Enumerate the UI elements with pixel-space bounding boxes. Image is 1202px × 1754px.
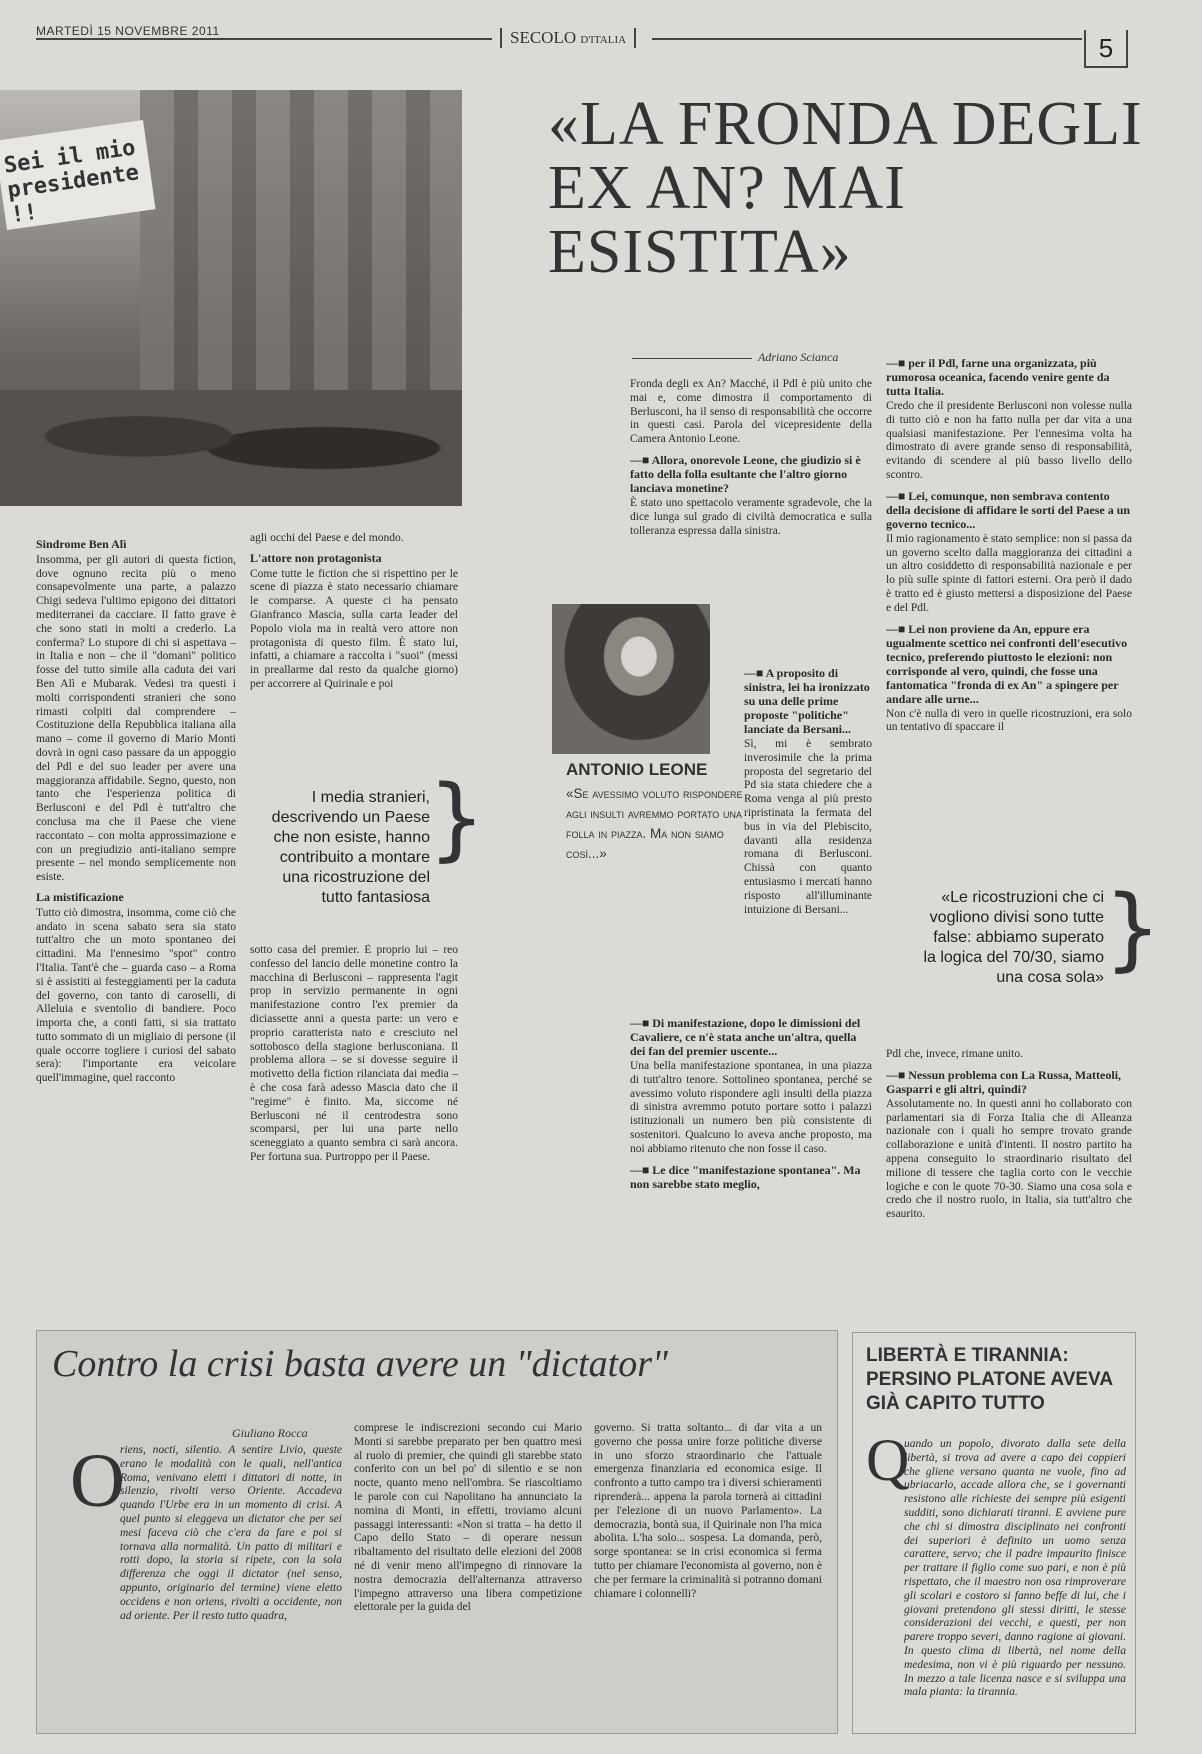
platone-text — [904, 1438, 1126, 1728]
platone-title: LIBERTÀ E TIRANNIA: PERSINO PLATONE AVEVA GIÀ CAPITO TUTTO — [866, 1345, 1113, 1414]
answer: Il mio ragionamento è stato semplice: non si passa da un governo scelto dalla maggioranza dei cittadini a un altro cosiddetto di responsabilità nazionale e per lo più sulle spinte di fattori esterni. Ora però il dado è tratto ed è giusto mettersi a disposizione del Paese e del Pdl. — [886, 532, 1132, 614]
question: —■ Lei, comunque, non sembrava contento della decisione di affidare le sorti del Paese a un governo tecnico... — [886, 489, 1132, 531]
answer: Pdl che, invece, rimane unito. — [886, 1048, 1024, 1060]
question-continued: —■ per il Pdl, farne una organizzata, più rumorosa oceanica, facendo venire gente da tutta Italia. — [886, 356, 1132, 398]
subheading-attore: L'attore non protagonista — [250, 550, 382, 565]
paragraph: governo. Si tratta soltanto... di dar vita a un governo che possa unire forze politiche diverse in uno sforzo straordinario che l'attuale emergenza finanziaria ed economica esige. Il confronto a tutto campo tra i diversi schieramenti riprenderà... appena la parola tornerà ai cittadini per l'elezione di un nuovo Parlamento». La democrazia, bontà sua, il Quirinale non l'ha mica abolita. L'ha solo... sospesa. La domanda, però, sorge spontanea: se in crisi economica si ferma tutto per chiamare l'economista al governo, non è che per fermare la criminalità si potranno domani chiamare i colonnelli? — [594, 1422, 822, 1600]
interview-name: ANTONIO LEONE — [566, 760, 708, 779]
dictator-article-byline: Giuliano Rocca — [232, 1426, 308, 1440]
column-2-bottom — [250, 944, 458, 1314]
dictator-column-3 — [594, 1422, 822, 1724]
paragraph: comprese le indiscrezioni secondo cui Mario Monti si sarebbe preparato per ben quattro mesi al ruolo di premier, che quindi gli starebbe stato conferito con un bel po' di silentio e se non nocte, quanto meno nell'ombra. Se riascoltiamo le parole con cui Napolitano ha annunciato la nomina di Monti, in effetti, troviamo alcuni passaggi interessanti: «Non si tratta – ha detto il Capo dello Stato – di operare nessun ribaltamento del risultato delle elezioni del 2008 né di venir meno all'impegno di rinnovare la nostra democrazia dell'alternanza attraverso l'impegno attraverso una libera competizione elettorale per la guida del — [354, 1422, 582, 1614]
question: —■ A proposito di sinistra, lei ha ironizzato su una delle prime proposte "politiche" lanciate da Bersani... — [744, 666, 872, 736]
article-headline: «LA FRONDA DEGLI EX AN? MAI ESISTITA» — [548, 90, 1143, 286]
answer: Assolutamente no. In questi anni ho collaborato con parlamentari sia di Forza Italia che di Alleanza nazionale con i quali ho sempre trovato grande collaborazione e unità d'intenti. Il nostro partito ha appena conseguito lo straordinario risultato del milione di tessere che taglia corto con le vecchie logiche e con le quote 70-30. Siamo una cosa sola e credo che il nostro ruolo, in Italia, sia tutt'altro che esaurito. — [886, 1097, 1132, 1221]
paragraph: Insomma, per gli autori di questa fiction, dove ognuno recita più o meno consapevolmente una parte, a palazzo Chigi sedeva l'ultimo epigono dei dittatori mediterranei da cacciare. Il fatto grave è che sono stati in molti a crederlo. La conferma? Lo stupore di chi si aspettava – in Italia e non – che il "domani" politico fosse del tutto simile alla caduta dei vari Ben Alì e Mubarak. Vedesi tra questi i molti corrispondenti stranieri che sono rimasti colpiti dal comprendere – Costituzione della Repubblica italiana alla mano – come il governo di Mario Monti dovrà in ogni caso passare da un appoggio del Pdl e del suo leader per avere una maggioranza affidabile. Segno, questo, non tanto che l'esperienza politica di Berlusconi e del Pdl è tutt'altro che conclusa ma che il Paese che viene raccontato – con molta approssimazione e con un pregiudizio anti-italiano sempre presente – nel mondo semplicemente non esiste. — [36, 553, 236, 884]
question: —■ Di manifestazione, dopo le dimissioni del Cavaliere, ce n'è stata anche un'altra, quella dei fan del premier uscente... — [630, 1016, 872, 1058]
answer: È stato uno spettacolo veramente sgradevole, che la dice lunga sul grado di civiltà democratica e sulla tolleranza espressa dalla sinistra. — [630, 496, 872, 537]
column-2-top — [250, 532, 458, 782]
antonio-leone-photo — [552, 604, 710, 754]
answer: Credo che il presidente Berlusconi non volesse nulla di tutto ciò e non ha fatto nulla per dar vita a una qualsiasi manifestazione. Per l'ennesima volta ha dimostrato di avere grande senso di responsabilità, evitando di scendere al più basso livello dello scontro. — [886, 400, 1132, 481]
pull-quote-right: «Le ricostruzioni che ci vogliono divisi sono tutte false: abbiamo superato la logica del 70/30, siamo una cosa sola» — [923, 889, 1104, 986]
answer: Non c'è nulla di vero in quelle ricostruzioni, era solo un tentativo di spaccare il — [886, 707, 1132, 734]
question: —■ Le dice "manifestazione spontanea". Ma non sarebbe stato meglio, — [630, 1163, 872, 1191]
header-rule-left — [36, 38, 492, 40]
dictator-column-1 — [120, 1444, 342, 1724]
dictator-article-title: Contro la crisi basta avere un "dictator" — [52, 1343, 668, 1385]
drop-cap: O — [70, 1439, 125, 1523]
paragraph: riens, nocti, silentio. A sentire Livio, queste erano le modalità con le quali, nell'antica Roma, venivano eletti i dittatori di notte, in silenzio, rivolti verso Oriente. Accadeva quando l'Urbe era in un momento di crisi. A quel punto si eleggeva un dictator che per sei mesi faceva ciò che c'era da fare e poi si tornava alla normalità. Un patto di militari e rotti dopo, la storia si ripete, con la sola differenza che oggi il dictator (nel senso, appunto, originario del termine) viene eletto occidens e non oriens, rivolti a occidente, non ad oriente. Per il resto tutto quadra, — [120, 1444, 342, 1622]
interview-quote: «Se avessimo voluto rispondere agli insulti avremmo portato una folla in piazza. Ma non siamo così...» — [566, 786, 743, 861]
column-3-narrow — [744, 660, 872, 950]
brace-right: } — [1104, 876, 1162, 981]
masthead-small: D'ITALIA — [580, 34, 627, 46]
column-3-top — [630, 378, 872, 602]
header-rule-right — [652, 38, 1082, 40]
dictator-column-2 — [354, 1422, 582, 1724]
drop-cap: Q — [866, 1427, 910, 1493]
question: —■ Allora, onorevole Leone, che giudizio si è fatto della folla esultante che l'altro giorno lanciava monetine? — [630, 453, 872, 495]
protest-sign: Sei il mio presidente !! — [0, 120, 156, 230]
page-number: 5 — [1084, 30, 1128, 68]
masthead-main: SECOLO — [510, 28, 577, 47]
subheading-sindrome: Sindrome Ben Alì — [36, 537, 127, 551]
paragraph: Come tutte le fiction che si rispettino per le scene di piazza è stato necessario chiamare le comparse. A queste ci ha pensato Gianfranco Mascia, sulla carta leader del Popolo viola ma in realtà vero attore non protagonista di questo film. È stato lui, infatti, a chiamare a raccolta i "suoi" (messi in preallarme dal resto da qualche giorno) per accorrere al Quirinale e poi — [250, 567, 458, 690]
column-4-bottom — [886, 1048, 1132, 1314]
crowd — [0, 390, 462, 506]
answer: Una bella manifestazione spontanea, in una piazza di tutt'altro tenore. Sottolineo spontanea, perché se avessimo voluto rispondere agli insulti della piazza di sinistra avremmo potuto portare sotto i palazzi istituzionali un numero ben più consistente di sostenitori. Qualcuno lo aveva anche proposto, ma noi abbiamo ritenuto che non fosse il caso. — [630, 1060, 872, 1155]
paragraph: Tutto ciò dimostra, insomma, come ciò che andato in scena sabato sera sia stato tutt'altro che un moto spontaneo dei cittadini. Ma l'ennesimo "spot" contro l'Italia. Tant'è che – guarda caso – a Roma si è assistiti ai festeggiamenti per la caduta del governo, con tanto di caroselli, di Alleluia e sventolio di bandiere. Poco importa che, a conti fatti, si sia trattato tutto sommato di un migliaio di persone (il quale occorre togliere i curiosi del sabato sera): l'importante era veicolare quell'immagine, quel racconto — [36, 906, 236, 1085]
paragraph: uando un popolo, divorato dalla sete della libertà, si trova ad avere a capo dei coppieri che gliene versano quanta ne vuole, fino ad ubriacarlo, accade allora che, se i governanti resistono alle richieste dei sempre più esigenti sudditi, sono dichiarati tiranni. E avviene pure che chi si dimostra disciplinato nei confronti dei superiori è definito un uomo senza carattere, servo; che il padre impaurito finisce per trattare il figlio come suo pari, e non è più rispettato, che il maestro non osa rimproverare gli scolari e costoro si fanno beffe di lui, che i giovani pretendono gli stessi diritti, le stesse considerazioni dei vecchi, e questi, per non parere troppo severi, danno ragione ai giovani. In questo clima di libertà, nel nome della medesima, non vi è più riguardo per nessuno. In mezzo a tale licenza nasce e si sviluppa una mala pianta: la tirannia. — [904, 1438, 1126, 1699]
pull-quote-left: I media stranieri, descrivendo un Paese che non esiste, hanno contribuito a montare una ricostruzione del tutto fantasiosa — [271, 789, 430, 906]
masthead — [500, 28, 636, 48]
paragraph: sotto casa del premier. È proprio lui – reo confesso del lancio delle monetine contro la macchina di Berlusconi – rappresenta l'agit prop in servizio permanente in ogni manifestazione contro l'ex premier da diciassette anni a questa parte: un vero e proprio caratterista nato e cresciuto nel sottobosco della stagione berlusconiana. Il problema allora – se si dovesse seguire il motivetto della fiction rilanciata dai media – è che cosa farà adesso Mascia dato che il "regime" è finito. Ma, siccome né Berlusconi né il centrodestra sono scomparsi, per lui una parte nello sceneggiato a quanto sembra ci sarà ancora. Per fortuna sua. Purtroppo per il Paese. — [250, 944, 458, 1163]
answer: Sì, mi è sembrato inverosimile che la prima proposta del segretario del Pd sia stata chiedere che a Roma venga al più presto ripristinata la fermata del bus in via del Plebiscito, davanti alla residenza romana di Berlusconi. Chissà con quanto entusiasmo i mercati hanno risposto all'illuminante intuizione di Bersani... — [744, 738, 872, 916]
protest-photo — [0, 90, 462, 506]
column-3-bottom — [630, 1010, 872, 1310]
article-byline: Adriano Scianca — [632, 350, 838, 365]
question: —■ Nessun problema con La Russa, Matteoli, Gasparri e gli altri, quindi? — [886, 1068, 1132, 1096]
brace-left: } — [428, 766, 486, 871]
question: —■ Lei non proviene da An, eppure era ugualmente scettico nei confronti dell'esecutivo tecnico, preferendo piuttosto le elezioni: non corrisponde al vero, quindi, che fosse una fantomatica "fronda di ex An" a spingere per andare alle urne... — [886, 622, 1132, 706]
paragraph: agli occhi del Paese e del mondo. — [250, 532, 404, 544]
lead-paragraph: Fronda degli ex An? Macché, il Pdl è più unito che mai e, come dimostra il comportamento di Berlusconi, ha il senso di responsabilità che occorre in questi casi. Parola del vicepresidente della Camera Antonio Leone. — [630, 378, 872, 446]
palazzo-facade — [140, 90, 462, 430]
column-1 — [36, 532, 236, 1312]
issue-date: MARTEDÌ 15 NOVEMBRE 2011 — [36, 24, 220, 38]
subheading-mistificazione: La mistificazione — [36, 889, 124, 904]
column-4-top — [886, 350, 1132, 850]
